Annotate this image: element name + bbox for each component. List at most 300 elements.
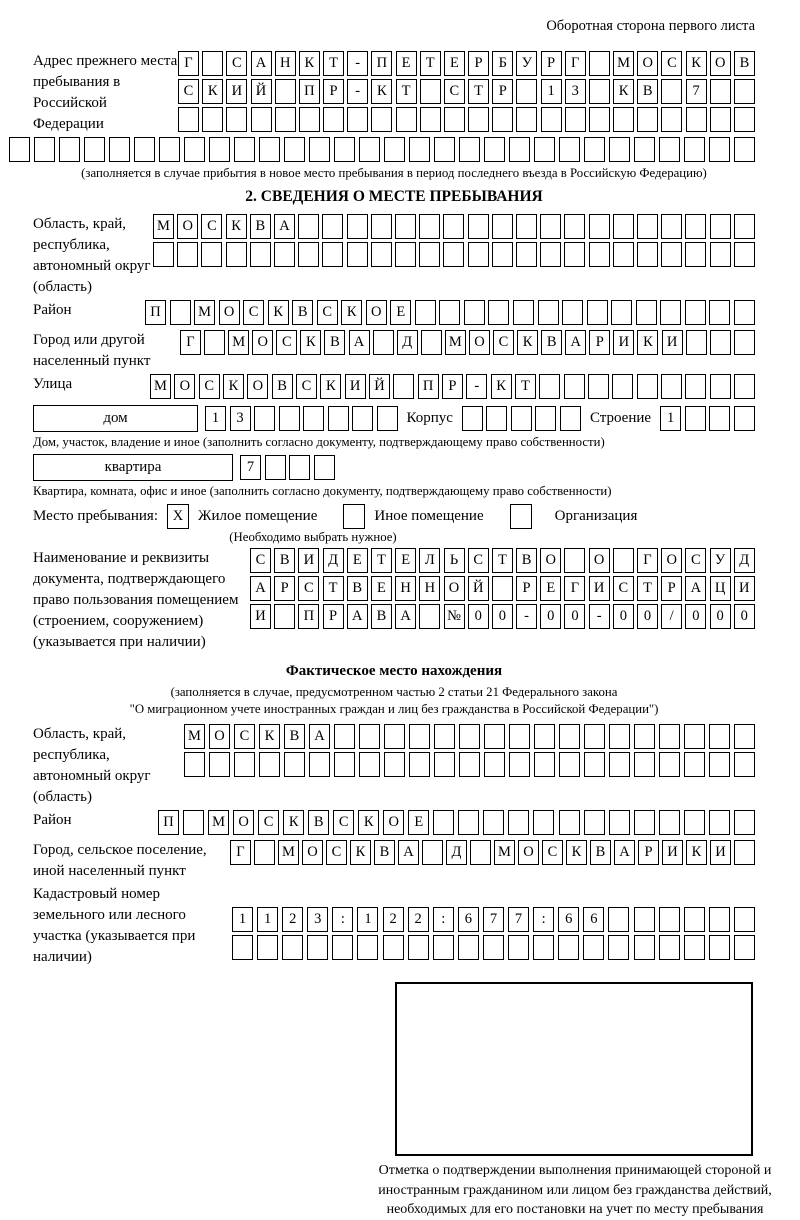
char-cell[interactable]: К [320, 374, 341, 399]
char-cell[interactable]: К [283, 810, 304, 835]
char-cell[interactable] [322, 242, 343, 267]
char-cell[interactable]: Р [589, 330, 610, 355]
char-cell[interactable]: 3 [565, 79, 586, 104]
char-cell[interactable]: 0 [637, 604, 658, 629]
char-cell[interactable]: : [533, 907, 554, 932]
char-cell[interactable]: Н [419, 576, 440, 601]
char-cell[interactable] [371, 242, 392, 267]
char-cell[interactable] [332, 935, 353, 960]
char-cell[interactable] [710, 374, 731, 399]
char-cell[interactable]: Т [420, 51, 441, 76]
prev-address-row-2[interactable] [178, 79, 755, 104]
char-cell[interactable]: П [371, 51, 392, 76]
char-cell[interactable]: К [491, 374, 512, 399]
char-cell[interactable]: - [516, 604, 537, 629]
char-cell[interactable] [322, 214, 343, 239]
char-cell[interactable] [434, 137, 455, 162]
char-cell[interactable] [584, 752, 605, 777]
char-cell[interactable]: С [178, 79, 199, 104]
char-cell[interactable]: С [661, 51, 682, 76]
char-cell[interactable] [275, 107, 296, 132]
char-cell[interactable]: В [590, 840, 611, 865]
char-cell[interactable]: К [686, 51, 707, 76]
char-cell[interactable] [516, 79, 537, 104]
char-cell[interactable]: Т [371, 548, 392, 573]
char-cell[interactable] [226, 242, 247, 267]
char-cell[interactable]: С [444, 79, 465, 104]
char-cell[interactable] [257, 935, 278, 960]
char-cell[interactable] [584, 810, 605, 835]
char-cell[interactable] [373, 330, 394, 355]
char-cell[interactable]: 0 [734, 604, 755, 629]
char-cell[interactable]: С [493, 330, 514, 355]
char-cell[interactable] [516, 107, 537, 132]
char-cell[interactable] [458, 935, 479, 960]
char-cell[interactable]: Р [661, 576, 682, 601]
char-cell[interactable] [559, 752, 580, 777]
char-cell[interactable]: М [150, 374, 171, 399]
char-cell[interactable] [637, 242, 658, 267]
char-cell[interactable]: К [300, 330, 321, 355]
char-cell[interactable]: Й [251, 79, 272, 104]
char-cell[interactable] [583, 935, 604, 960]
char-cell[interactable] [184, 137, 205, 162]
char-cell[interactable] [609, 752, 630, 777]
char-cell[interactable]: О [444, 576, 465, 601]
char-cell[interactable] [709, 752, 730, 777]
char-cell[interactable]: Ц [710, 576, 731, 601]
char-cell[interactable] [377, 406, 398, 431]
char-cell[interactable] [357, 935, 378, 960]
char-cell[interactable] [637, 214, 658, 239]
char-cell[interactable] [634, 907, 655, 932]
char-cell[interactable]: Г [178, 51, 199, 76]
char-cell[interactable] [419, 242, 440, 267]
char-cell[interactable]: И [734, 576, 755, 601]
char-cell[interactable] [684, 810, 705, 835]
char-cell[interactable] [234, 137, 255, 162]
checkbox-inoe[interactable] [343, 504, 365, 529]
char-cell[interactable] [396, 107, 417, 132]
char-cell[interactable] [533, 935, 554, 960]
char-cell[interactable] [384, 137, 405, 162]
char-cell[interactable]: К [226, 214, 247, 239]
char-cell[interactable]: Е [347, 548, 368, 573]
char-cell[interactable] [433, 810, 454, 835]
char-cell[interactable] [709, 935, 730, 960]
char-cell[interactable] [347, 107, 368, 132]
char-cell[interactable]: 0 [710, 604, 731, 629]
char-cell[interactable] [307, 935, 328, 960]
char-cell[interactable] [538, 300, 559, 325]
raion-row[interactable] [145, 300, 755, 325]
char-cell[interactable] [564, 548, 585, 573]
char-cell[interactable] [685, 406, 706, 431]
char-cell[interactable]: И [298, 548, 319, 573]
char-cell[interactable] [444, 107, 465, 132]
char-cell[interactable]: О [252, 330, 273, 355]
char-cell[interactable]: В [347, 576, 368, 601]
char-cell[interactable] [462, 406, 483, 431]
char-cell[interactable]: 6 [558, 907, 579, 932]
char-cell[interactable]: О [302, 840, 323, 865]
char-cell[interactable] [359, 724, 380, 749]
char-cell[interactable] [492, 214, 513, 239]
gorod-row[interactable] [180, 330, 755, 355]
char-cell[interactable]: И [250, 604, 271, 629]
char-cell[interactable]: 6 [583, 907, 604, 932]
char-cell[interactable] [710, 242, 731, 267]
char-cell[interactable]: И [613, 330, 634, 355]
char-cell[interactable] [328, 406, 349, 431]
char-cell[interactable]: О [469, 330, 490, 355]
char-cell[interactable] [734, 935, 755, 960]
char-cell[interactable]: С [243, 300, 264, 325]
char-cell[interactable] [709, 907, 730, 932]
char-cell[interactable] [226, 107, 247, 132]
char-cell[interactable]: Н [395, 576, 416, 601]
char-cell[interactable]: Д [397, 330, 418, 355]
char-cell[interactable]: О [589, 548, 610, 573]
char-cell[interactable]: П [298, 604, 319, 629]
char-cell[interactable]: В [308, 810, 329, 835]
char-cell[interactable]: У [710, 548, 731, 573]
char-cell[interactable]: Р [468, 51, 489, 76]
char-cell[interactable]: - [347, 51, 368, 76]
char-cell[interactable] [589, 51, 610, 76]
char-cell[interactable]: М [494, 840, 515, 865]
char-cell[interactable]: Г [230, 840, 251, 865]
char-cell[interactable]: С [298, 576, 319, 601]
char-cell[interactable] [608, 935, 629, 960]
document-row-1[interactable] [250, 548, 755, 573]
char-cell[interactable] [178, 107, 199, 132]
char-cell[interactable] [684, 935, 705, 960]
char-cell[interactable] [686, 330, 707, 355]
char-cell[interactable]: К [268, 300, 289, 325]
char-cell[interactable]: А [349, 330, 370, 355]
char-cell[interactable] [134, 137, 155, 162]
char-cell[interactable]: / [661, 604, 682, 629]
char-cell[interactable] [488, 300, 509, 325]
char-cell[interactable] [589, 107, 610, 132]
char-cell[interactable] [589, 242, 610, 267]
char-cell[interactable] [710, 107, 731, 132]
char-cell[interactable] [559, 724, 580, 749]
char-cell[interactable] [84, 137, 105, 162]
char-cell[interactable] [534, 752, 555, 777]
char-cell[interactable] [734, 840, 755, 865]
char-cell[interactable]: Б [492, 51, 513, 76]
char-cell[interactable]: С [685, 548, 706, 573]
char-cell[interactable]: - [589, 604, 610, 629]
char-cell[interactable]: В [272, 374, 293, 399]
stroenie-cells[interactable] [660, 406, 755, 431]
char-cell[interactable] [634, 724, 655, 749]
char-cell[interactable] [420, 79, 441, 104]
char-cell[interactable]: В [284, 724, 305, 749]
fact-oblast-row-2[interactable] [184, 752, 755, 777]
char-cell[interactable] [279, 406, 300, 431]
char-cell[interactable] [565, 107, 586, 132]
char-cell[interactable]: О [637, 51, 658, 76]
char-cell[interactable]: С [468, 548, 489, 573]
char-cell[interactable]: 1 [660, 406, 681, 431]
oblast-row-1[interactable] [153, 214, 755, 239]
char-cell[interactable] [371, 214, 392, 239]
char-cell[interactable]: В [516, 548, 537, 573]
char-cell[interactable]: А [398, 840, 419, 865]
char-cell[interactable]: А [251, 51, 272, 76]
char-cell[interactable] [201, 242, 222, 267]
char-cell[interactable] [637, 107, 658, 132]
char-cell[interactable] [709, 137, 730, 162]
char-cell[interactable] [284, 137, 305, 162]
char-cell[interactable] [559, 810, 580, 835]
char-cell[interactable]: О [233, 810, 254, 835]
char-cell[interactable] [589, 79, 610, 104]
char-cell[interactable] [251, 107, 272, 132]
char-cell[interactable]: С [326, 840, 347, 865]
char-cell[interactable]: И [589, 576, 610, 601]
char-cell[interactable]: А [614, 840, 635, 865]
char-cell[interactable] [540, 242, 561, 267]
char-cell[interactable] [303, 406, 324, 431]
char-cell[interactable] [359, 752, 380, 777]
char-cell[interactable]: К [358, 810, 379, 835]
char-cell[interactable]: Т [396, 79, 417, 104]
char-cell[interactable]: 3 [230, 406, 251, 431]
char-cell[interactable] [202, 51, 223, 76]
char-cell[interactable] [422, 840, 443, 865]
char-cell[interactable] [710, 214, 731, 239]
char-cell[interactable] [661, 242, 682, 267]
char-cell[interactable] [419, 604, 440, 629]
char-cell[interactable]: Й [468, 576, 489, 601]
char-cell[interactable] [734, 752, 755, 777]
char-cell[interactable] [734, 374, 755, 399]
char-cell[interactable]: О [661, 548, 682, 573]
char-cell[interactable]: С [250, 548, 271, 573]
char-cell[interactable]: К [299, 51, 320, 76]
prev-address-row-4[interactable] [9, 137, 755, 162]
char-cell[interactable]: Т [323, 51, 344, 76]
char-cell[interactable]: С [201, 214, 222, 239]
char-cell[interactable] [539, 374, 560, 399]
char-cell[interactable] [611, 300, 632, 325]
char-cell[interactable] [393, 374, 414, 399]
char-cell[interactable] [458, 810, 479, 835]
char-cell[interactable] [443, 242, 464, 267]
char-cell[interactable] [347, 242, 368, 267]
char-cell[interactable] [421, 330, 442, 355]
char-cell[interactable] [234, 752, 255, 777]
char-cell[interactable]: С [317, 300, 338, 325]
char-cell[interactable]: Р [274, 576, 295, 601]
korpus-cells[interactable] [462, 406, 581, 431]
char-cell[interactable]: В [292, 300, 313, 325]
char-cell[interactable]: Г [565, 51, 586, 76]
char-cell[interactable] [265, 455, 286, 480]
char-cell[interactable] [314, 455, 335, 480]
char-cell[interactable] [634, 935, 655, 960]
char-cell[interactable]: Г [180, 330, 201, 355]
char-cell[interactable] [9, 137, 30, 162]
char-cell[interactable]: 7 [508, 907, 529, 932]
char-cell[interactable]: К [371, 79, 392, 104]
char-cell[interactable]: С [542, 840, 563, 865]
char-cell[interactable]: Т [515, 374, 536, 399]
char-cell[interactable] [509, 752, 530, 777]
char-cell[interactable]: Р [323, 604, 344, 629]
char-cell[interactable]: П [145, 300, 166, 325]
char-cell[interactable] [661, 374, 682, 399]
char-cell[interactable]: К [613, 79, 634, 104]
char-cell[interactable]: И [662, 840, 683, 865]
char-cell[interactable] [533, 810, 554, 835]
char-cell[interactable] [558, 935, 579, 960]
char-cell[interactable] [347, 214, 368, 239]
char-cell[interactable] [433, 935, 454, 960]
char-cell[interactable] [534, 724, 555, 749]
char-cell[interactable]: С [234, 724, 255, 749]
kadastr-row-2[interactable] [232, 935, 755, 960]
oblast-row-2[interactable] [153, 242, 755, 267]
char-cell[interactable] [483, 935, 504, 960]
char-cell[interactable] [309, 137, 330, 162]
char-cell[interactable] [613, 548, 634, 573]
char-cell[interactable]: К [350, 840, 371, 865]
char-cell[interactable]: Н [275, 51, 296, 76]
prev-address-row-3[interactable] [178, 107, 755, 132]
char-cell[interactable] [459, 137, 480, 162]
char-cell[interactable]: 2 [383, 907, 404, 932]
char-cell[interactable]: П [418, 374, 439, 399]
fact-oblast-row-1[interactable] [184, 724, 755, 749]
char-cell[interactable]: К [686, 840, 707, 865]
char-cell[interactable] [636, 300, 657, 325]
char-cell[interactable] [299, 107, 320, 132]
char-cell[interactable]: Й [369, 374, 390, 399]
char-cell[interactable]: С [276, 330, 297, 355]
char-cell[interactable] [492, 576, 513, 601]
char-cell[interactable]: М [613, 51, 634, 76]
char-cell[interactable] [159, 137, 180, 162]
char-cell[interactable] [209, 752, 230, 777]
char-cell[interactable]: Д [323, 548, 344, 573]
char-cell[interactable]: А [309, 724, 330, 749]
char-cell[interactable]: 1 [205, 406, 226, 431]
char-cell[interactable]: У [516, 51, 537, 76]
char-cell[interactable]: В [374, 840, 395, 865]
char-cell[interactable]: В [371, 604, 392, 629]
char-cell[interactable] [710, 79, 731, 104]
char-cell[interactable] [516, 214, 537, 239]
char-cell[interactable] [274, 242, 295, 267]
char-cell[interactable]: С [613, 576, 634, 601]
char-cell[interactable] [259, 137, 280, 162]
char-cell[interactable]: М [278, 840, 299, 865]
char-cell[interactable]: Е [390, 300, 411, 325]
char-cell[interactable] [661, 107, 682, 132]
char-cell[interactable]: - [466, 374, 487, 399]
char-cell[interactable] [710, 330, 731, 355]
char-cell[interactable]: Е [540, 576, 561, 601]
char-cell[interactable] [685, 214, 706, 239]
char-cell[interactable]: О [710, 51, 731, 76]
char-cell[interactable] [468, 242, 489, 267]
char-cell[interactable]: О [177, 214, 198, 239]
char-cell[interactable] [298, 214, 319, 239]
char-cell[interactable] [409, 752, 430, 777]
char-cell[interactable] [395, 214, 416, 239]
char-cell[interactable] [684, 752, 705, 777]
char-cell[interactable]: А [395, 604, 416, 629]
char-cell[interactable]: Е [396, 51, 417, 76]
char-cell[interactable] [734, 214, 755, 239]
char-cell[interactable]: К [637, 330, 658, 355]
char-cell[interactable]: М [228, 330, 249, 355]
char-cell[interactable] [183, 810, 204, 835]
char-cell[interactable] [684, 724, 705, 749]
char-cell[interactable] [534, 137, 555, 162]
char-cell[interactable]: 0 [492, 604, 513, 629]
prev-address-row-1[interactable] [178, 51, 755, 76]
char-cell[interactable]: Т [492, 548, 513, 573]
char-cell[interactable] [584, 724, 605, 749]
document-row-2[interactable] [250, 576, 755, 601]
char-cell[interactable] [560, 406, 581, 431]
char-cell[interactable]: Г [637, 548, 658, 573]
char-cell[interactable] [660, 300, 681, 325]
char-cell[interactable]: П [299, 79, 320, 104]
checkbox-organizatsiya[interactable] [510, 504, 532, 529]
char-cell[interactable] [587, 300, 608, 325]
char-cell[interactable] [634, 752, 655, 777]
char-cell[interactable]: С [199, 374, 220, 399]
char-cell[interactable] [541, 107, 562, 132]
char-cell[interactable] [359, 137, 380, 162]
char-cell[interactable] [709, 724, 730, 749]
char-cell[interactable] [254, 406, 275, 431]
char-cell[interactable] [661, 79, 682, 104]
char-cell[interactable] [564, 214, 585, 239]
char-cell[interactable]: Е [371, 576, 392, 601]
char-cell[interactable] [459, 724, 480, 749]
char-cell[interactable] [562, 300, 583, 325]
char-cell[interactable]: 0 [540, 604, 561, 629]
char-cell[interactable] [734, 107, 755, 132]
char-cell[interactable]: С [296, 374, 317, 399]
char-cell[interactable] [395, 242, 416, 267]
char-cell[interactable]: Е [395, 548, 416, 573]
char-cell[interactable] [609, 810, 630, 835]
char-cell[interactable] [408, 935, 429, 960]
char-cell[interactable] [209, 137, 230, 162]
char-cell[interactable]: 1 [541, 79, 562, 104]
char-cell[interactable]: О [540, 548, 561, 573]
char-cell[interactable]: С [226, 51, 247, 76]
char-cell[interactable]: Ь [444, 548, 465, 573]
char-cell[interactable]: № [444, 604, 465, 629]
kvartira-cells[interactable] [240, 455, 335, 480]
char-cell[interactable] [468, 107, 489, 132]
char-cell[interactable]: Р [442, 374, 463, 399]
char-cell[interactable] [709, 300, 730, 325]
char-cell[interactable]: 1 [357, 907, 378, 932]
char-cell[interactable] [334, 137, 355, 162]
char-cell[interactable]: К [223, 374, 244, 399]
